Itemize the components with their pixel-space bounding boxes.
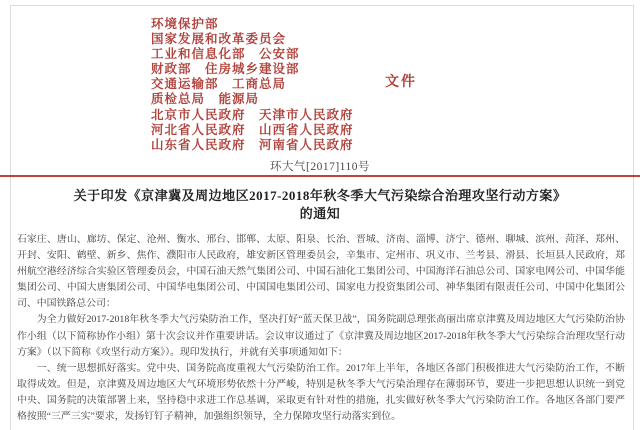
- intro-paragraph: 为全力做好2017-2018年秋冬季大气污染防治工作，坚决打好“蓝天保卫战”，国务院副总理张高丽出席京津冀及周边地区大气污染防治协作小组（以下简称协作小组）第十次会议并作重要讲话。会议审议通过了《京津冀及周边地区2017-2018年秋冬季大气污染综合治理攻坚行动方案》（以下简称《攻坚行动方案》）。现印发执行，并就有关事项通知如下：: [17, 314, 625, 358]
- issuer-line: 山东省人民政府 河南省人民政府: [151, 137, 354, 152]
- issuer-line: 财政部 住房城乡建设部: [151, 62, 300, 77]
- document-number: 环大气[2017]110号: [270, 161, 370, 173]
- notice-title-line2: 的通知: [299, 206, 341, 221]
- issuer-line: 工业和信息化部 公安部: [151, 47, 300, 62]
- red-divider-line: [0, 175, 640, 177]
- notice-title-line1: 关于印发《京津冀及周边地区2017-2018年秋冬季大气污染综合治理攻坚行动方案》: [73, 188, 567, 203]
- issuer-line: 国家发展和改革委员会: [151, 32, 287, 47]
- issuer-line: 质检总局 能源局: [151, 92, 260, 107]
- addressees-paragraph: 石家庄、唐山、廊坊、保定、沧州、衡水、邢台、邯郸、太原、阳泉、长治、晋城、济南、淄博、济宁、德州、聊城、滨州、菏泽、郑州、开封、安阳、鹤壁、新乡、焦作、濮阳市人民政府，雄安新区管理委员会，辛集市、定州市、巩义市、兰考县、滑县、长垣县人民政府，郑州航空港经济综合实验区管理委员会，中国石油天然气集团公司、中国石油化工集团公司、中国海洋石油总公司、国家电网公司、中国华能集团公司、中国大唐集团公司、中国华电集团公司、中国国电集团公司、国家电力投资集团公司、神华集团有限责任公司、中国中化集团公司、中国铁路总公司：: [17, 234, 625, 310]
- document-body: [17, 232, 625, 425]
- section-one-paragraph: 一、统一思想抓好落实。党中央、国务院高度重视大气污染防治工作。2017年上半年，各地区各部门积极推进大气污染防治工作，不断取得成效。但是，京津冀及周边地区大气环境形势依然十分严峻，特别是秋冬季大气污染治理存在薄弱环节，要进一步把思想认识统一到党中央、国务院的决策部署上来，坚持稳中求进工作总基调，采取更有针对性的措施，扎实做好秋冬季大气污染防治工作。各地区各部门要严格按照“三严三实”要求，发扬钉钉子精神，加强组织领导，全力保障攻坚行动落实到位。: [17, 362, 625, 423]
- issuer-line: 交通运输部 工商总局: [151, 77, 287, 92]
- issuer-line: 北京市人民政府 天津市人民政府: [151, 107, 354, 122]
- issuer-line: 环境保护部: [151, 17, 219, 31]
- issuing-agencies: [151, 17, 354, 153]
- notice-title: [0, 187, 640, 223]
- issuer-line: 河北省人民政府 山西省人民政府: [151, 122, 354, 137]
- file-label: 文件: [385, 75, 417, 90]
